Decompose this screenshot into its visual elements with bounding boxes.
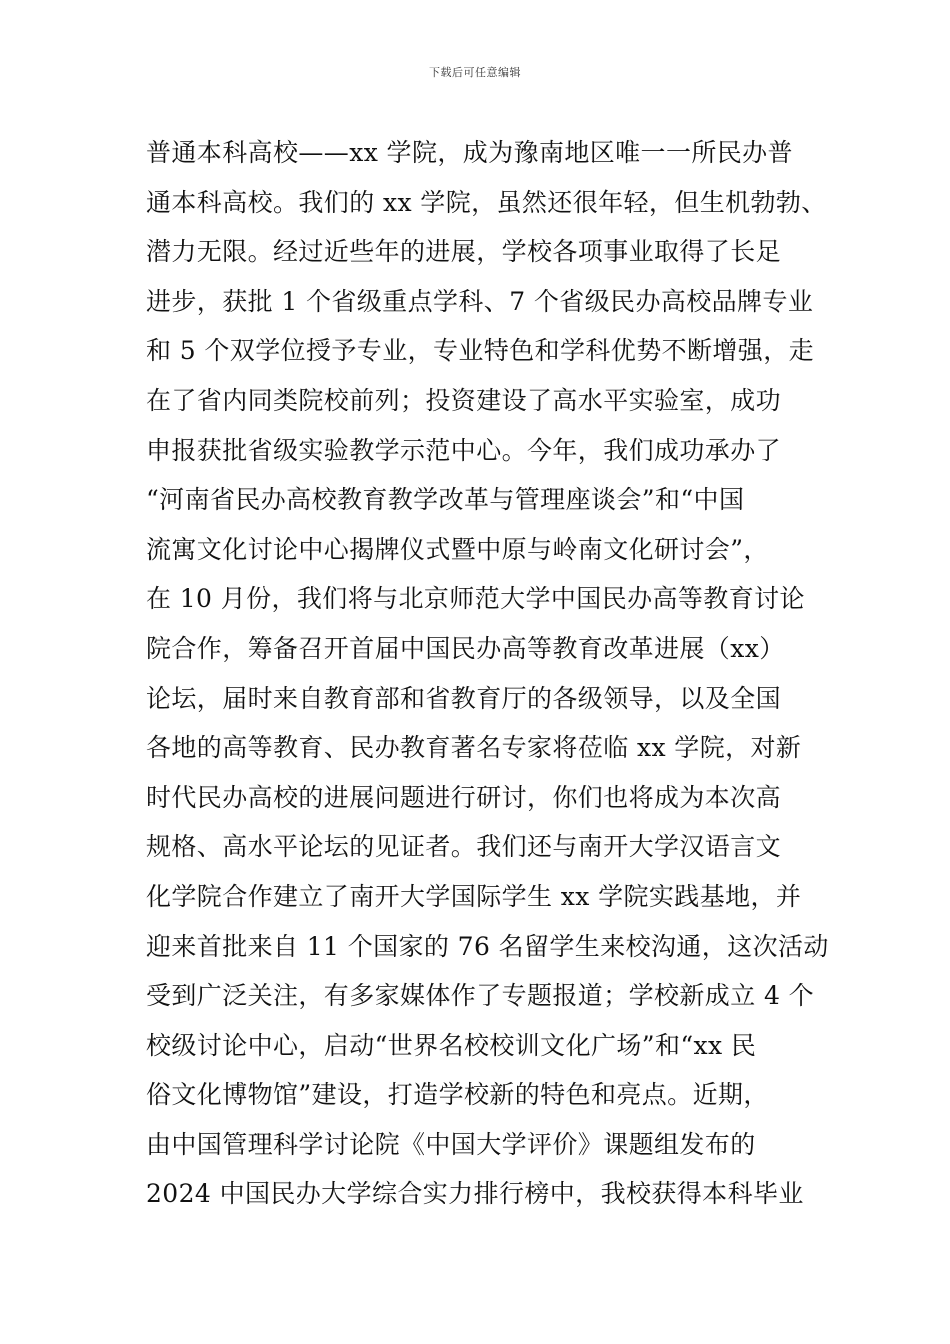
text-line: 和 5 个双学位授予专业，专业特色和学科优势不断增强，走 bbox=[146, 336, 815, 366]
text-line: 通本科高校。我们的 xx 学院，虽然还很年轻，但生机勃勃、 bbox=[146, 187, 827, 217]
text-line: 院合作，筹备召开首届中国民办高等教育改革进展（xx） bbox=[146, 633, 785, 663]
text-line: 潜力无限。经过近些年的进展，学校各项事业取得了长足 bbox=[146, 237, 782, 267]
text-line: 在了省内同类院校前列；投资建设了高水平实验室，成功 bbox=[146, 385, 782, 415]
text-line: 2024 中国民办大学综合实力排行榜中，我校获得本科毕业 bbox=[146, 1179, 804, 1209]
text-line: 论坛，届时来自教育部和省教育厅的各级领导，以及全国 bbox=[146, 683, 782, 713]
body-paragraph bbox=[146, 128, 829, 1219]
text-line: 迎来首批来自 11 个国家的 76 名留学生来校沟通，这次活动 bbox=[146, 931, 829, 961]
text-line: 化学院合作建立了南开大学国际学生 xx 学院实践基地，并 bbox=[146, 881, 802, 911]
text-line: 申报获批省级实验教学示范中心。今年，我们成功承办了 bbox=[146, 435, 782, 465]
text-line: “河南省民办高校教育教学改革与管理座谈会”和“中国 bbox=[146, 485, 745, 515]
page-header: 下载后可任意编辑 bbox=[429, 66, 521, 79]
text-line: 流寓文化讨论中心揭牌仪式暨中原与岭南文化研讨会”， bbox=[146, 534, 769, 564]
text-line: 校级讨论中心，启动“世界名校校训文化广场”和“xx 民 bbox=[146, 1030, 757, 1060]
text-line: 各地的高等教育、民办教育著名专家将莅临 xx 学院，对新 bbox=[146, 733, 802, 763]
text-line: 受到广泛关注，有多家媒体作了专题报道；学校新成立 4 个 bbox=[146, 981, 815, 1011]
text-line: 由中国管理科学讨论院《中国大学评价》课题组发布的 bbox=[146, 1129, 756, 1159]
text-line: 规格、高水平论坛的见证者。我们还与南开大学汉语言文 bbox=[146, 832, 782, 862]
text-line: 时代民办高校的进展问题进行研讨，你们也将成为本次高 bbox=[146, 782, 782, 812]
text-line: 在 10 月份，我们将与北京师范大学中国民办高等教育讨论 bbox=[146, 584, 805, 614]
text-line: 普通本科高校——xx 学院，成为豫南地区唯一一所民办普 bbox=[146, 138, 793, 167]
text-line: 俗文化博物馆”建设，打造学校新的特色和亮点。近期， bbox=[146, 1080, 769, 1110]
text-line: 进步，获批 1 个省级重点学科、7 个省级民办高校品牌专业 bbox=[146, 286, 814, 316]
